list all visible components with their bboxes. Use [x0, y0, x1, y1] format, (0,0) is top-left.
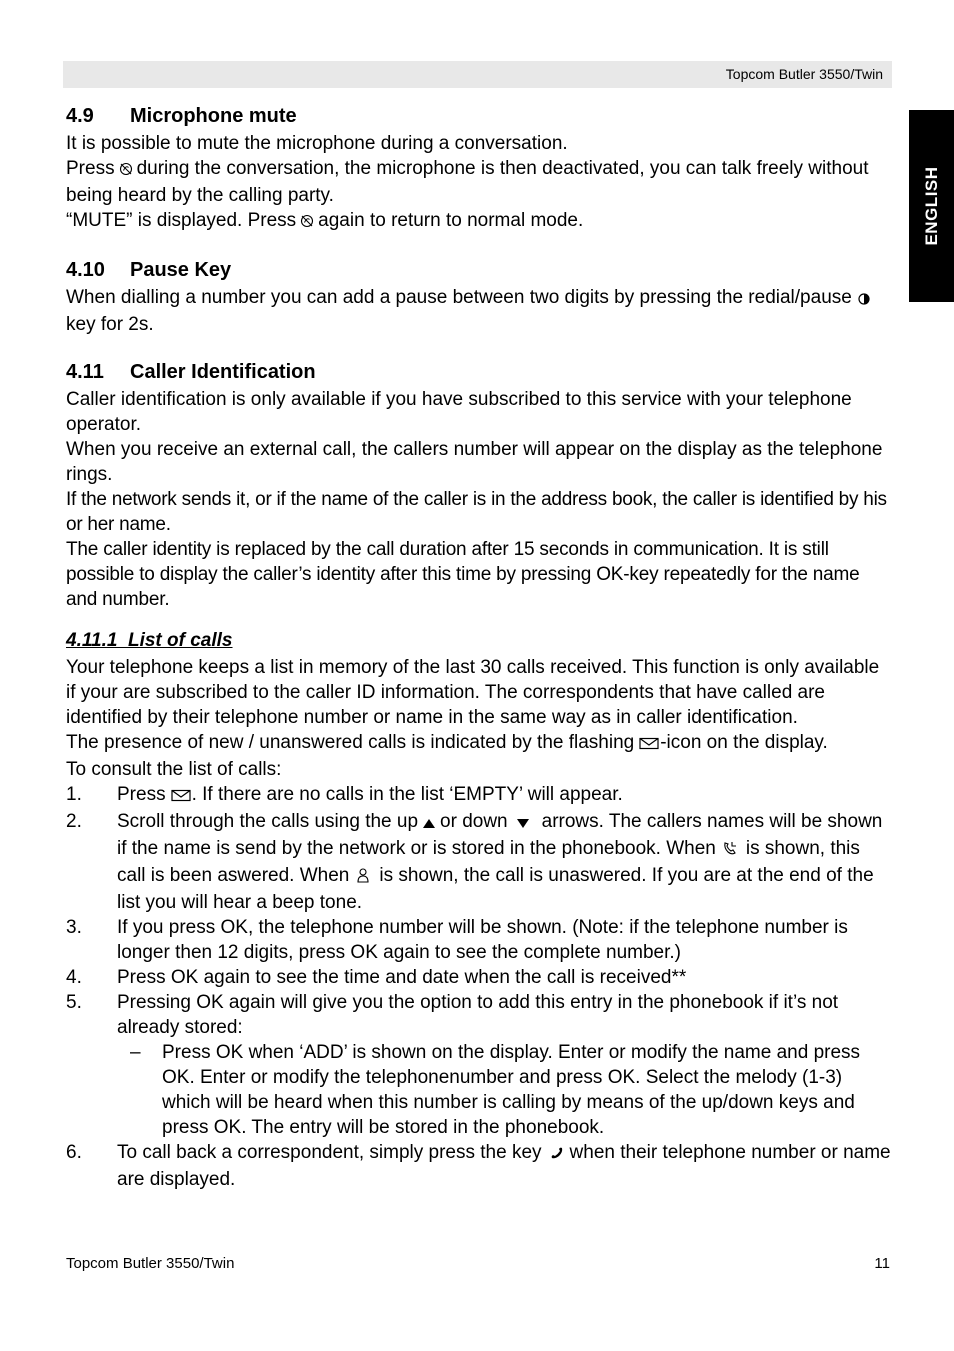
- language-tab-label: ENGLISH: [921, 166, 941, 246]
- paragraph: To consult the list of calls:: [66, 759, 282, 780]
- section-heading: [66, 258, 892, 282]
- text: Press: [117, 784, 166, 805]
- paragraph: Caller identification is only available if you have subscribed to this service with your telephone operator.: [66, 389, 852, 435]
- subsection-title: 4.11.1 List of calls: [66, 630, 233, 651]
- list-item: [66, 990, 892, 1140]
- steps-list: [66, 782, 892, 1192]
- section-pause-key: [66, 258, 892, 337]
- sub-list-item: [117, 1040, 892, 1140]
- text: when their telephone number or name are displayed.: [117, 1142, 891, 1190]
- text: If you press OK, the telephone number will be shown. (Note: if the telephone number is longer then 12 digits, press OK again to see the complete number.): [117, 917, 848, 963]
- section-caller-identification: [66, 360, 892, 612]
- up-arrow-icon: [422, 811, 436, 836]
- text: Pressing OK again will give you the option to add this entry in the phonebook if it’s not already stored:: [117, 992, 839, 1038]
- paragraph: When you receive an external call, the callers number will appear on the display as the telephone rings.: [66, 439, 883, 485]
- text: “MUTE” is displayed. Press: [66, 210, 297, 231]
- envelope-icon: [639, 732, 659, 757]
- list-item: [66, 809, 892, 915]
- page-header: [63, 61, 892, 88]
- unanswered-call-icon: [357, 865, 369, 890]
- text: To call back a correspondent, simply press the key: [117, 1142, 542, 1163]
- page-number: 11: [874, 1255, 890, 1272]
- text: is shown, this call is been aswered. When: [117, 838, 860, 886]
- dash-marker: –: [130, 1042, 141, 1063]
- text: during the conversation, the microphone is then deactivated, you can talk freely without being heard by the calling party.: [66, 158, 869, 206]
- text: Press OK when ‘ADD’ is shown on the display. Enter or modify the name and press OK. Enter or modify the telephonenumber and press OK. Select the melody (1-3) which will be heard when this number is calling by means of the up/down keys and press OK. The entry will be stored in the phonebook.: [162, 1042, 861, 1138]
- item-number: 4.: [66, 967, 82, 988]
- section-microphone-mute: [66, 104, 892, 235]
- paragraph: [66, 208, 892, 235]
- text: is shown, the call is unaswered. If you are at the end of the list you will hear a beep tone.: [117, 865, 874, 913]
- item-number: 3.: [66, 917, 82, 938]
- text: arrows. The callers names will be shown if the name is send by the network or is stored in the phonebook. When: [117, 811, 883, 859]
- section-number: 4.11: [66, 361, 104, 383]
- item-number: 5.: [66, 992, 82, 1013]
- list-item: [66, 1140, 892, 1192]
- text: again to return to normal mode.: [318, 210, 584, 231]
- header-title: Topcom Butler 3550/Twin: [725, 66, 883, 82]
- list-item: [66, 915, 892, 965]
- list-item: [66, 782, 892, 809]
- item-number: 2.: [66, 811, 82, 832]
- section-list-of-calls: [66, 629, 892, 1192]
- down-arrow-icon: [516, 811, 530, 836]
- footer-title: Topcom Butler 3550/Twin: [66, 1255, 235, 1272]
- text: The presence of new / unanswered calls is indicated by the flashing: [66, 732, 635, 753]
- section-number: 4.10: [66, 259, 105, 281]
- item-number: 6.: [66, 1142, 82, 1163]
- mute-key-icon: [300, 210, 314, 235]
- text: Scroll through the calls using the up: [117, 811, 419, 832]
- paragraph: The caller identity is replaced by the call duration after 15 seconds in communication. It is still possible to display the caller’s identity after this time by pressing OK-key repeatedly for the name and number.: [66, 539, 860, 610]
- language-tab: [909, 110, 954, 302]
- envelope-icon: [171, 784, 191, 809]
- section-title: Microphone mute: [130, 105, 297, 127]
- text: key for 2s.: [66, 314, 154, 335]
- section-title: Pause Key: [130, 259, 232, 281]
- text: Press OK again to see the time and date when the call is received**: [117, 967, 687, 988]
- paragraph: [66, 730, 892, 757]
- list-item: [66, 965, 892, 990]
- text: or down: [440, 811, 508, 832]
- section-number: 4.9: [66, 105, 94, 127]
- paragraph: It is possible to mute the microphone during a conversation.: [66, 133, 568, 154]
- item-number: 1.: [66, 784, 82, 805]
- section-title: Caller Identification: [130, 361, 316, 383]
- answered-call-icon: [722, 838, 738, 863]
- sub-list: [117, 1040, 892, 1140]
- talk-key-icon: [550, 1142, 564, 1167]
- paragraph: [66, 285, 892, 337]
- section-heading: [66, 360, 892, 384]
- text: When dialling a number you can add a pause between two digits by pressing the redial/pause: [66, 287, 852, 308]
- page-content: [66, 104, 892, 1192]
- text: Press: [66, 158, 115, 179]
- paragraph: If the network sends it, or if the name of the caller is in the address book, the caller is identified by his or her name.: [66, 489, 887, 535]
- paragraph: [66, 156, 892, 208]
- text: -icon on the display.: [660, 732, 828, 753]
- paragraph: Your telephone keeps a list in memory of the last 30 calls received. This function is only available if your are subscribed to the caller ID information. The correspondents that have called are identified by their telephone number or name in the same way as in caller identification.: [66, 657, 880, 728]
- section-heading: [66, 104, 892, 128]
- mute-key-icon: [119, 158, 133, 183]
- redial-pause-icon: [858, 287, 872, 312]
- text: . If there are no calls in the list ‘EMPTY’ will appear.: [191, 784, 623, 805]
